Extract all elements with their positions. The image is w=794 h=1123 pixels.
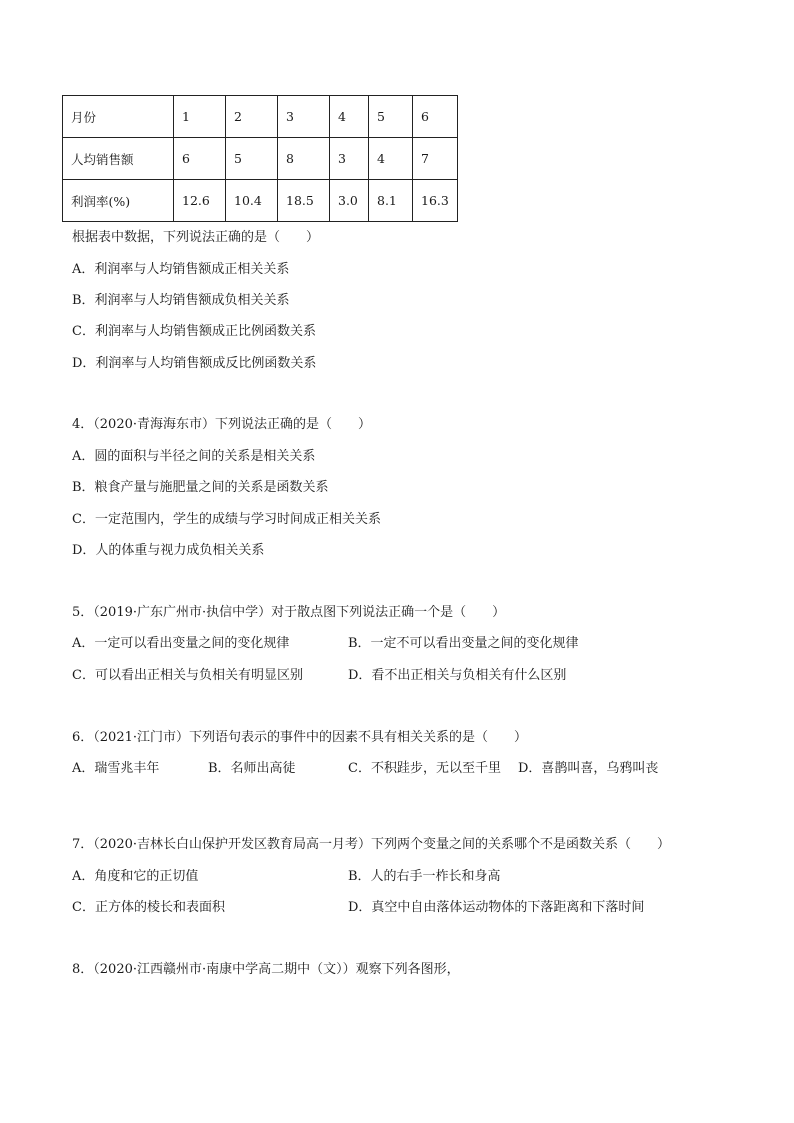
question-stem: 7．（2020·吉林长白山保护开发区教育局高一月考）下列两个变量之间的关系哪个不是函数关系（ ） [72, 837, 670, 852]
table-cell: 12.6 [174, 180, 226, 222]
table-cell: 18.5 [278, 180, 330, 222]
table-cell: 8.1 [369, 180, 413, 222]
table-row [63, 180, 458, 222]
option-d: D．喜鹊叫喜，乌鸦叫丧 [518, 761, 659, 776]
table-cell: 利润率(%) [63, 180, 174, 222]
option-b: B．名师出高徒 [208, 761, 296, 776]
option-a: A．圆的面积与半径之间的关系是相关关系 [72, 449, 316, 464]
option-b: B．人的右手一柞长和身高 [348, 869, 501, 884]
table-cell: 3 [278, 96, 330, 138]
table-cell: 3 [330, 138, 369, 180]
table-cell: 6 [413, 96, 458, 138]
option-a: A．角度和它的正切值 [72, 869, 199, 884]
table-cell: 2 [226, 96, 278, 138]
option-a: A．一定可以看出变量之间的变化规律 [72, 636, 290, 651]
table-cell: 8 [278, 138, 330, 180]
question-stem: 8．（2020·江西赣州市·南康中学高二期中（文））观察下列各图形， [72, 962, 460, 977]
option-a: A．利润率与人均销售额成正相关关系 [72, 262, 290, 277]
table-cell: 4 [369, 138, 413, 180]
table-cell: 5 [226, 138, 278, 180]
table-cell: 3.0 [330, 180, 369, 222]
option-c: C．可以看出正相关与负相关有明显区别 [72, 668, 303, 683]
option-d: D．利润率与人均销售额成反比例函数关系 [72, 356, 317, 371]
table-cell: 月份 [63, 96, 174, 138]
option-d: D．看不出正相关与负相关有什么区别 [348, 668, 567, 683]
table-cell: 人均销售额 [63, 138, 174, 180]
option-b: B．粮食产量与施肥量之间的关系是函数关系 [72, 480, 329, 495]
table-cell: 1 [174, 96, 226, 138]
option-c: C．不积跬步，无以至千里 [348, 761, 501, 776]
table-row [63, 96, 458, 138]
option-c: C．一定范围内，学生的成绩与学习时间成正相关关系 [72, 512, 381, 527]
table-cell: 10.4 [226, 180, 278, 222]
table-cell: 6 [174, 138, 226, 180]
option-b: B．利润率与人均销售额成负相关关系 [72, 293, 290, 308]
question-stem: 根据表中数据，下列说法正确的是（ ） [72, 230, 320, 245]
question-stem: 6．（2021·江门市）下列语句表示的事件中的因素不具有相关关系的是（ ） [72, 730, 527, 745]
option-c: C．正方体的棱长和表面积 [72, 900, 225, 915]
option-c: C．利润率与人均销售额成正比例函数关系 [72, 324, 316, 339]
option-d: D．人的体重与视力成负相关关系 [72, 543, 265, 558]
table-cell: 4 [330, 96, 369, 138]
table-cell: 5 [369, 96, 413, 138]
question-stem: 4．（2020·青海海东市）下列说法正确的是（ ） [72, 417, 371, 432]
option-b: B．一定不可以看出变量之间的变化规律 [348, 636, 579, 651]
option-a: A．瑞雪兆丰年 [72, 761, 160, 776]
table-cell: 7 [413, 138, 458, 180]
question-stem: 5．（2019·广东广州市·执信中学）对于散点图下列说法正确一个是（ ） [72, 605, 506, 620]
data-table [62, 95, 458, 222]
option-d: D．真空中自由落体运动物体的下落距离和下落时间 [348, 900, 645, 915]
table-cell: 16.3 [413, 180, 458, 222]
table-row [63, 138, 458, 180]
